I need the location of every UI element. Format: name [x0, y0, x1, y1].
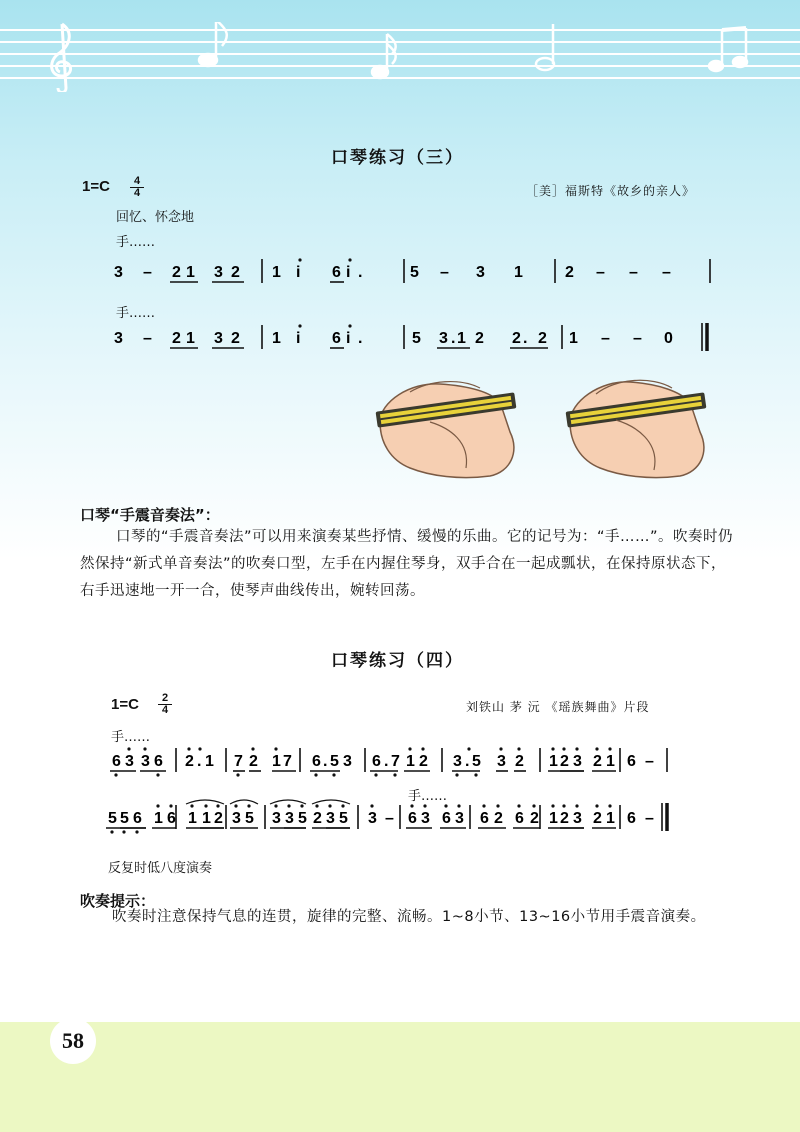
note: 3: [214, 264, 223, 281]
page-number: 58: [50, 1018, 96, 1064]
high-octave-dot: [562, 804, 565, 807]
high-octave-dot: [410, 804, 413, 807]
note: 3: [272, 810, 281, 827]
note: 6: [332, 330, 341, 347]
note: 5: [412, 330, 421, 347]
dash: –: [629, 264, 638, 281]
note: 3: [421, 810, 430, 827]
note: 1: [205, 753, 214, 770]
note: .: [523, 330, 528, 347]
note: 2: [560, 753, 569, 770]
high-octave-dot: [517, 804, 520, 807]
low-octave-dot: [332, 773, 335, 776]
high-octave-dot: [328, 804, 331, 807]
note: 3: [476, 264, 485, 281]
note: 2: [249, 753, 258, 770]
low-octave-dot: [455, 773, 458, 776]
note: 6: [442, 810, 451, 827]
hands-right-pair: [566, 380, 707, 477]
high-octave-dot: [169, 804, 172, 807]
low-octave-dot: [474, 773, 477, 776]
note: 5: [120, 810, 129, 827]
tips-heading: 吹奏提示：: [80, 892, 156, 910]
low-octave-dot: [122, 830, 125, 833]
note: 1: [188, 810, 197, 827]
note: 3: [125, 753, 134, 770]
note: 2: [172, 330, 181, 347]
note: 2: [530, 810, 539, 827]
note: .: [358, 330, 363, 347]
high-octave-dot: [190, 804, 193, 807]
note: 5: [330, 753, 339, 770]
high-octave-dot: [517, 747, 520, 750]
tremolo-mark: 手……: [116, 306, 156, 321]
low-octave-dot: [110, 830, 113, 833]
time-top: 2: [158, 693, 172, 705]
note: 1: [406, 753, 415, 770]
technique-paragraph: 口琴的“手震音奏法”可以用来演奏某些抒情、缓慢的乐曲。它的记号为：“手……”。吹奏时仍然保持“新式单音奏法”的吹奏口型，左手在内握住琴身，双手合在一起成瓢状，在保持原状态下，右手迅速地一开一合，使琴声曲线传出，婉转回荡。: [80, 529, 734, 599]
low-octave-dot: [393, 773, 396, 776]
note: 5: [298, 810, 307, 827]
note: 6: [515, 810, 524, 827]
high-octave-dot: [274, 804, 277, 807]
note: 2: [565, 264, 574, 281]
note: 2: [172, 264, 181, 281]
high-octave-dot: [532, 804, 535, 807]
dash: –: [662, 264, 671, 281]
high-octave-dot: [575, 804, 578, 807]
high-octave-dot: [204, 804, 207, 807]
high-octave-dot: [551, 747, 554, 750]
note: 2: [593, 810, 602, 827]
note: 1: [272, 330, 281, 347]
slur: [186, 800, 224, 804]
dash: –: [143, 264, 152, 281]
note: 3: [439, 330, 448, 347]
exercise-3-expression: 回忆、怀念地: [116, 210, 195, 225]
note: 6: [312, 753, 321, 770]
note: 3: [453, 753, 462, 770]
tremolo-mark: 手……: [116, 235, 156, 250]
high-octave-dot: [482, 804, 485, 807]
note: 1: [272, 753, 281, 770]
high-octave-dot: [341, 804, 344, 807]
note: 0: [664, 330, 673, 347]
high-octave-dot: [575, 747, 578, 750]
high-octave-dot: [408, 747, 411, 750]
exercise-3-title: 口琴练习（三）: [331, 148, 464, 168]
technique-heading: 口琴“手震音奏法”：: [80, 506, 220, 524]
note: 3: [368, 810, 377, 827]
note: .: [384, 753, 389, 770]
high-octave-dot: [300, 804, 303, 807]
note: 3: [114, 264, 123, 281]
note: .: [323, 753, 328, 770]
high-octave-dot: [370, 804, 373, 807]
note: 1: [272, 264, 281, 281]
high-octave-dot: [156, 804, 159, 807]
high-octave-dot: [216, 804, 219, 807]
high-octave-dot: [457, 804, 460, 807]
note: 2: [560, 810, 569, 827]
note: 1: [569, 330, 578, 347]
note: 3: [343, 753, 352, 770]
note: 7: [283, 753, 292, 770]
low-octave-dot: [236, 773, 239, 776]
note: 2: [475, 330, 484, 347]
high-octave-dot: [348, 258, 351, 261]
note: 3: [285, 810, 294, 827]
note: 6: [332, 264, 341, 281]
high-octave-dot: [551, 804, 554, 807]
low-octave-dot: [135, 830, 138, 833]
note: i: [346, 330, 351, 347]
note: 1: [514, 264, 523, 281]
note: 3: [214, 330, 223, 347]
note: 1: [202, 810, 211, 827]
note: 5: [108, 810, 117, 827]
note: 5: [245, 810, 254, 827]
note: 2: [538, 330, 547, 347]
note: 6: [372, 753, 381, 770]
note: 2: [214, 810, 223, 827]
high-octave-dot: [198, 747, 201, 750]
note: 2: [515, 753, 524, 770]
dash: –: [143, 330, 152, 347]
dash: –: [601, 330, 610, 347]
slur: [312, 800, 350, 804]
note: .: [465, 753, 470, 770]
low-octave-dot: [114, 773, 117, 776]
high-octave-dot: [608, 804, 611, 807]
note: 6: [154, 753, 163, 770]
high-octave-dot: [247, 804, 250, 807]
high-octave-dot: [251, 747, 254, 750]
high-octave-dot: [127, 747, 130, 750]
note: 2: [419, 753, 428, 770]
note: 3: [455, 810, 464, 827]
time-top: 4: [130, 176, 144, 188]
high-octave-dot: [187, 747, 190, 750]
time-bottom: 4: [161, 704, 169, 716]
high-octave-dot: [348, 324, 351, 327]
high-octave-dot: [595, 747, 598, 750]
note: 5: [472, 753, 481, 770]
note: 7: [234, 753, 243, 770]
high-octave-dot: [298, 324, 301, 327]
note: 6: [167, 810, 176, 827]
slur: [270, 800, 306, 804]
note: 7: [391, 753, 400, 770]
note: 1: [549, 753, 558, 770]
note: 2: [231, 264, 240, 281]
high-octave-dot: [287, 804, 290, 807]
exercise-4-credit: 刘铁山 茅 沅 《瑶族舞曲》片段: [466, 700, 650, 714]
note: 6: [408, 810, 417, 827]
low-octave-dot: [156, 773, 159, 776]
exercise-4-key: 1=C: [111, 696, 139, 713]
time-bottom: 4: [133, 187, 141, 199]
note: 2: [512, 330, 521, 347]
high-octave-dot: [595, 804, 598, 807]
note: 6: [627, 810, 636, 827]
exercise-4-title: 口琴练习（四）: [331, 651, 464, 671]
dash: –: [385, 810, 394, 827]
high-octave-dot: [315, 804, 318, 807]
note: 6: [133, 810, 142, 827]
note: 1: [549, 810, 558, 827]
note: i: [296, 330, 301, 347]
note: 6: [627, 753, 636, 770]
exercise-3-key: 1=C: [82, 178, 110, 195]
high-octave-dot: [562, 747, 565, 750]
high-octave-dot: [234, 804, 237, 807]
high-octave-dot: [298, 258, 301, 261]
slur: [230, 800, 258, 804]
high-octave-dot: [274, 747, 277, 750]
exercise-3-credit: ［美］福斯特《故乡的亲人》: [526, 184, 696, 198]
note: 2: [231, 330, 240, 347]
note: 1: [606, 753, 615, 770]
note: .: [451, 330, 456, 347]
note: 1: [186, 330, 195, 347]
tremolo-mark-second: 手……: [408, 789, 448, 804]
tips-text: 吹奏时注意保持气息的连贯，旋律的完整、流畅。1~8小节、13~16小节用手震音演奏。: [112, 909, 706, 925]
note: 3: [573, 753, 582, 770]
note: 2: [313, 810, 322, 827]
dash: –: [645, 810, 654, 827]
high-octave-dot: [467, 747, 470, 750]
harmonica-hands-illustration: [370, 372, 720, 482]
low-octave-dot: [314, 773, 317, 776]
high-octave-dot: [421, 747, 424, 750]
note: 3: [141, 753, 150, 770]
note: 2: [593, 753, 602, 770]
dash: –: [440, 264, 449, 281]
dash: –: [596, 264, 605, 281]
note: 3: [232, 810, 241, 827]
high-octave-dot: [444, 804, 447, 807]
note: 1: [606, 810, 615, 827]
note: 3: [573, 810, 582, 827]
exercise-4-time-signature: [158, 693, 172, 716]
high-octave-dot: [143, 747, 146, 750]
low-octave-dot: [374, 773, 377, 776]
note: 2: [494, 810, 503, 827]
high-octave-dot: [608, 747, 611, 750]
note: 1: [457, 330, 466, 347]
high-octave-dot: [499, 747, 502, 750]
high-octave-dot: [496, 804, 499, 807]
note: 6: [112, 753, 121, 770]
note: 3: [326, 810, 335, 827]
note: 6: [480, 810, 489, 827]
note: .: [358, 264, 363, 281]
note: i: [346, 264, 351, 281]
note: 5: [339, 810, 348, 827]
note: 2: [185, 753, 194, 770]
note: 3: [114, 330, 123, 347]
dash: –: [645, 753, 654, 770]
dash: –: [633, 330, 642, 347]
note: 3: [497, 753, 506, 770]
high-octave-dot: [423, 804, 426, 807]
hands-left-pair: [376, 382, 517, 478]
repeat-note: 反复时低八度演奏: [108, 861, 213, 876]
note: 1: [154, 810, 163, 827]
note: 1: [186, 264, 195, 281]
tremolo-mark: 手……: [111, 730, 151, 745]
note: 5: [410, 264, 419, 281]
note: i: [296, 264, 301, 281]
note: .: [197, 753, 202, 770]
